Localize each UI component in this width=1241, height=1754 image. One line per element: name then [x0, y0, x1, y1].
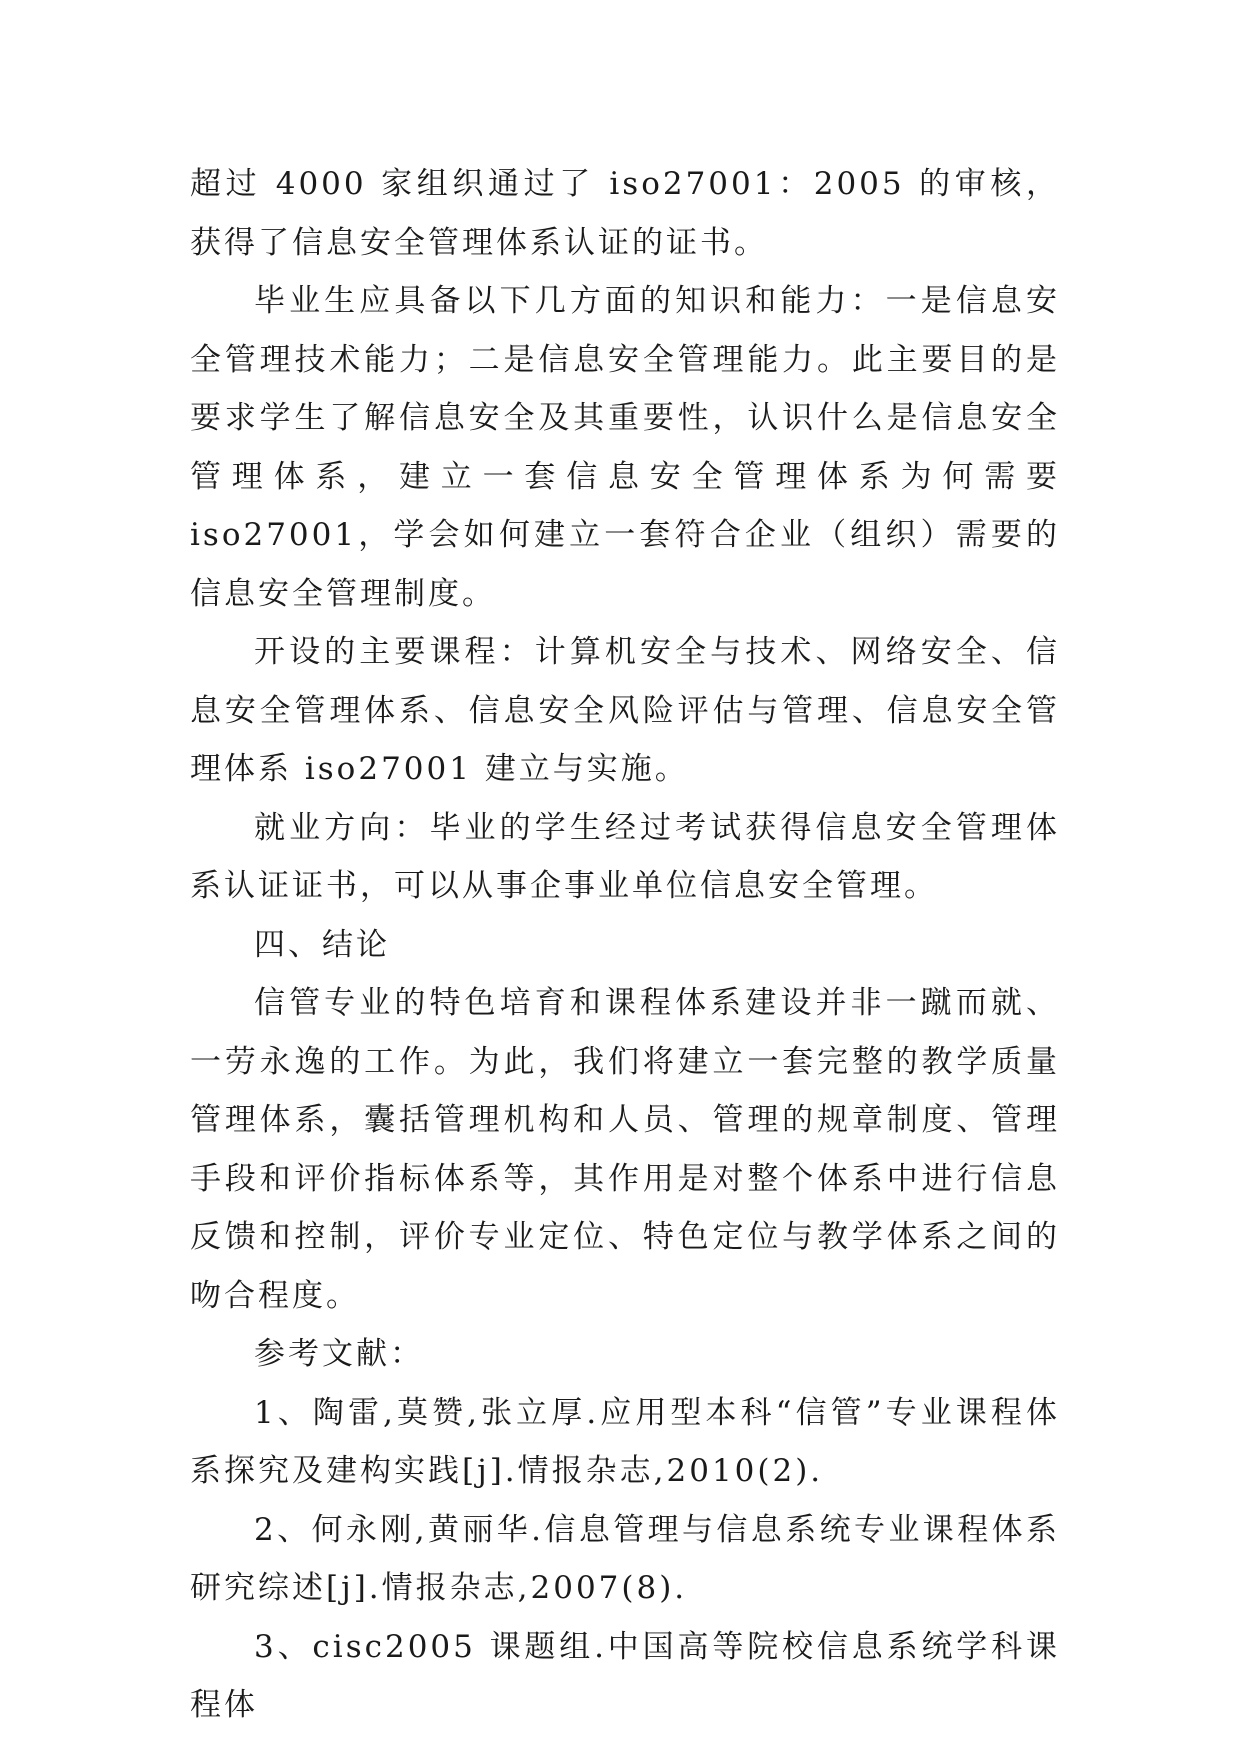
paragraph-continuation: 超过 4000 家组织通过了 iso27001：2005 的审核，获得了信息安全管理体系认证的证书。 — [190, 166, 1060, 261]
section-heading-conclusion: 四、结论 — [254, 926, 390, 963]
paragraph-conclusion-body: 信管专业的特色培育和课程体系建设并非一蹴而就、一劳永逸的工作。为此，我们将建立一套完整的教学质量管理体系，囊括管理机构和人员、管理的规章制度、管理手段和评价指标体系等，其作用是对整个体系中进行信息反馈和控制，评价专业定位、特色定位与教学体系之间的吻合程度。 — [190, 985, 1060, 1314]
reference-item-1: 1、陶雷,莫赞,张立厚.应用型本科“信管”专业课程体系探究及建构实践[j].情报杂志,2010(2). — [190, 1394, 1060, 1489]
references-heading: 参考文献： — [254, 1336, 424, 1372]
document-body — [190, 155, 1060, 1735]
paragraph-employment: 就业方向：毕业的学生经过考试获得信息安全管理体系认证证书，可以从事企事业单位信息安全管理。 — [190, 809, 1060, 904]
paragraph-main-courses: 开设的主要课程：计算机安全与技术、网络安全、信息安全管理体系、信息安全风险评估与管理、信息安全管理体系 iso27001 建立与实施。 — [190, 634, 1060, 787]
reference-item-2: 2、何永刚,黄丽华.信息管理与信息系统专业课程体系研究综述[j].情报杂志,2007(8). — [190, 1511, 1060, 1606]
paragraph-graduate-abilities: 毕业生应具备以下几方面的知识和能力：一是信息安全管理技术能力；二是信息安全管理能力。此主要目的是要求学生了解信息安全及其重要性，认识什么是信息安全管理体系，建立一套信息安全管理体系为何需要 iso27001，学会如何建立一套符合企业（组织）需要的信息安全管理制度。 — [190, 283, 1060, 612]
reference-item-3: 3、cisc2005 课题组.中国高等院校信息系统学科课程体 — [190, 1628, 1060, 1723]
